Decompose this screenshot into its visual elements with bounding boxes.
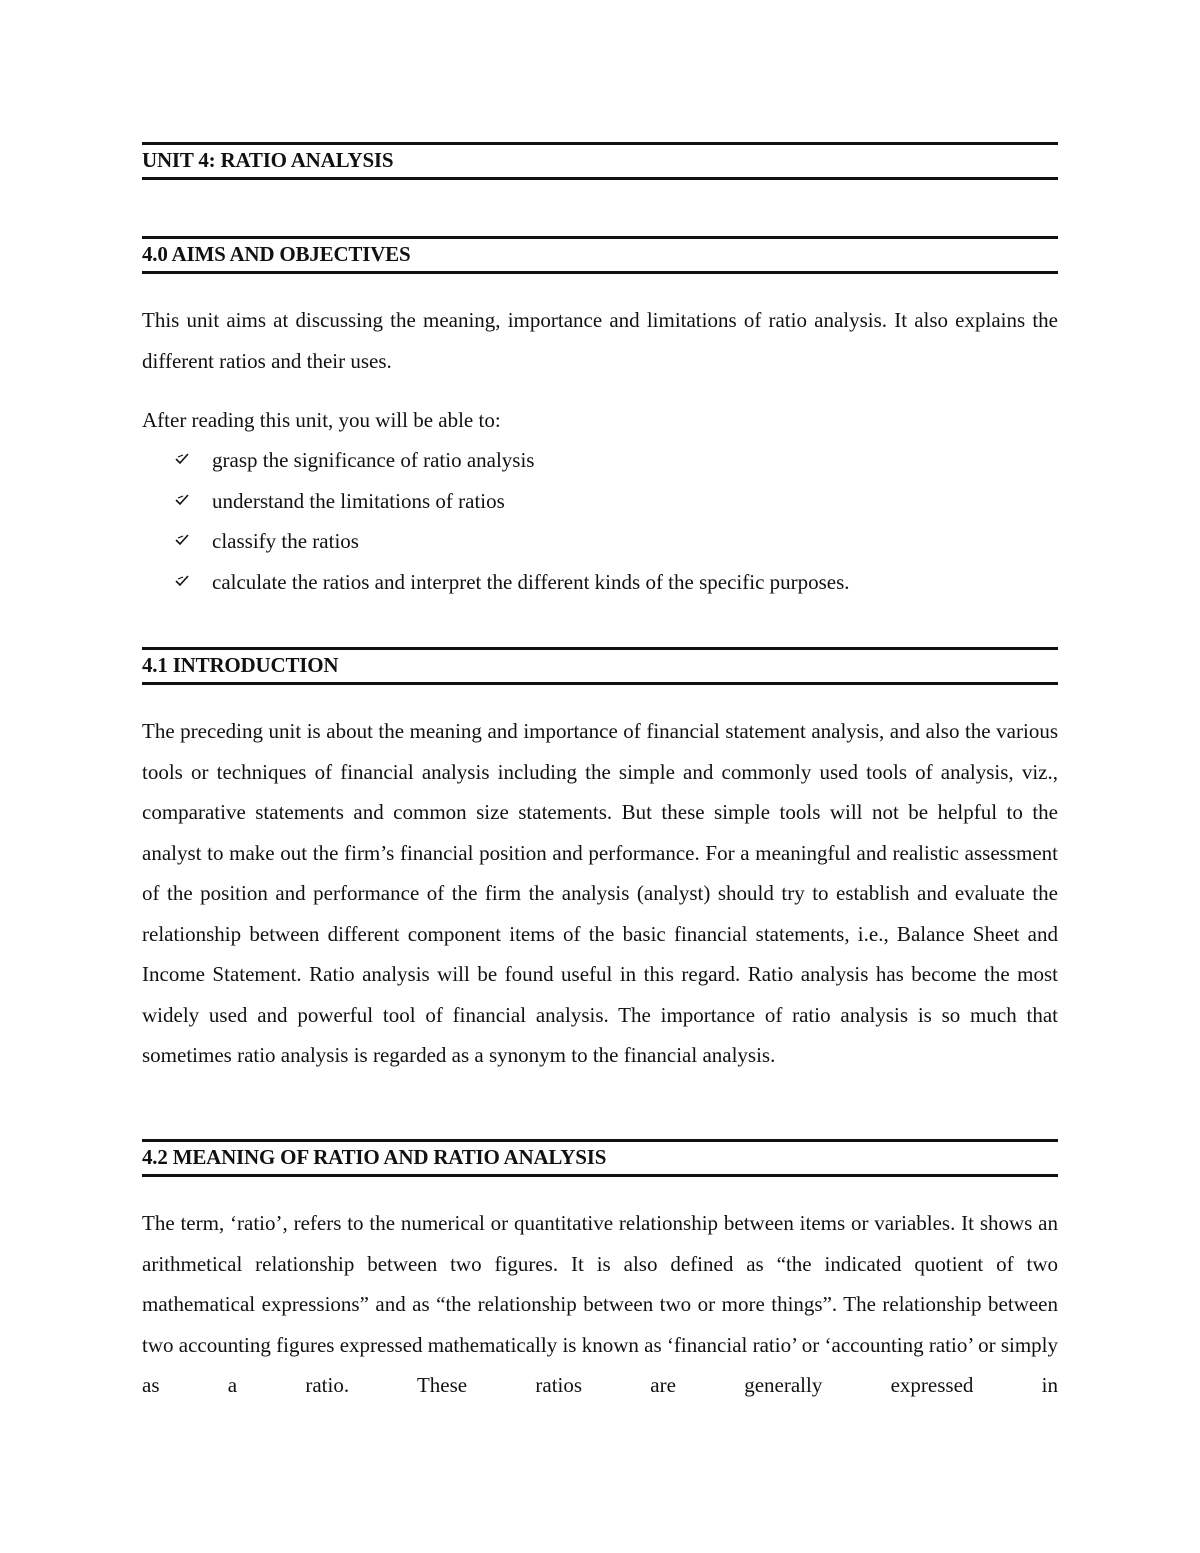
- unit-title-block: [142, 142, 1058, 180]
- section-heading-introduction: 4.1 INTRODUCTION: [142, 653, 339, 677]
- introduction-paragraph: The preceding unit is about the meaning and importance of financial statement analysis, and also the various tools or techniques of financial analysis including the simple and commonly used tools of analysis, viz., comparative statements and common size statements. But these simple tools will not be helpful to the analyst to make out the firm’s financial position and performance. For a meaningful and realistic assessment of the position and performance of the firm the analysis (analyst) should try to establish and evaluate the relationship between different component items of the basic financial statements, i.e., Balance Sheet and Income Statement. Ratio analysis will be found useful in this regard. Ratio analysis has become the most widely used and powerful tool of financial analysis. The importance of ratio analysis is so much that sometimes ratio analysis is regarded as a synonym to the financial analysis.: [142, 719, 1058, 1067]
- unit-title: UNIT 4: RATIO ANALYSIS: [142, 148, 394, 172]
- rule-bottom: [142, 1174, 1058, 1177]
- list-item-text: grasp the significance of ratio analysis: [212, 448, 535, 472]
- rule-bottom: [142, 177, 1058, 180]
- list-item-text: understand the limitations of ratios: [212, 488, 505, 513]
- list-item: [142, 440, 1058, 481]
- section-heading-aims: 4.0 AIMS AND OBJECTIVES: [142, 242, 411, 266]
- rule-bottom: [142, 682, 1058, 685]
- checkmark-icon: [175, 533, 189, 547]
- list-item: [142, 521, 1058, 562]
- aims-intro-line: After reading this unit, you will be able to:: [142, 408, 501, 432]
- section-heading-meaning: 4.2 MEANING OF RATIO AND RATIO ANALYSIS: [142, 1145, 607, 1169]
- rule-bottom: [142, 271, 1058, 274]
- aims-paragraph: This unit aims at discussing the meaning, importance and limitations of ratio analysis. It also explains the different ratios and their uses.: [142, 308, 1058, 373]
- checkmark-icon: [175, 452, 189, 466]
- section-heading-meaning-block: [142, 1139, 1058, 1177]
- meaning-paragraph: The term, ‘ratio’, refers to the numerical or quantitative relationship between items or variables. It shows an arithmetical relationship between two figures. It is also defined as “the indicated quotient of two mathematical expressions” and as “the relationship between two or more things”. The relationship between two accounting figures expressed mathematically is known as ‘financial ratio’ or ‘accounting ratio’ or simply as a ratio. These ratios are generally expressed in: [142, 1211, 1058, 1397]
- checkmark-icon: [175, 493, 189, 507]
- objectives-list: [142, 440, 1058, 602]
- list-item-text: classify the ratios: [212, 529, 359, 553]
- list-item: [142, 481, 1058, 522]
- list-item: [142, 562, 1058, 603]
- list-item-text: calculate the ratios and interpret the different kinds of the specific purposes.: [212, 569, 850, 594]
- section-heading-introduction-block: [142, 647, 1058, 685]
- section-heading-aims-block: [142, 236, 1058, 274]
- checkmark-icon: [175, 574, 189, 588]
